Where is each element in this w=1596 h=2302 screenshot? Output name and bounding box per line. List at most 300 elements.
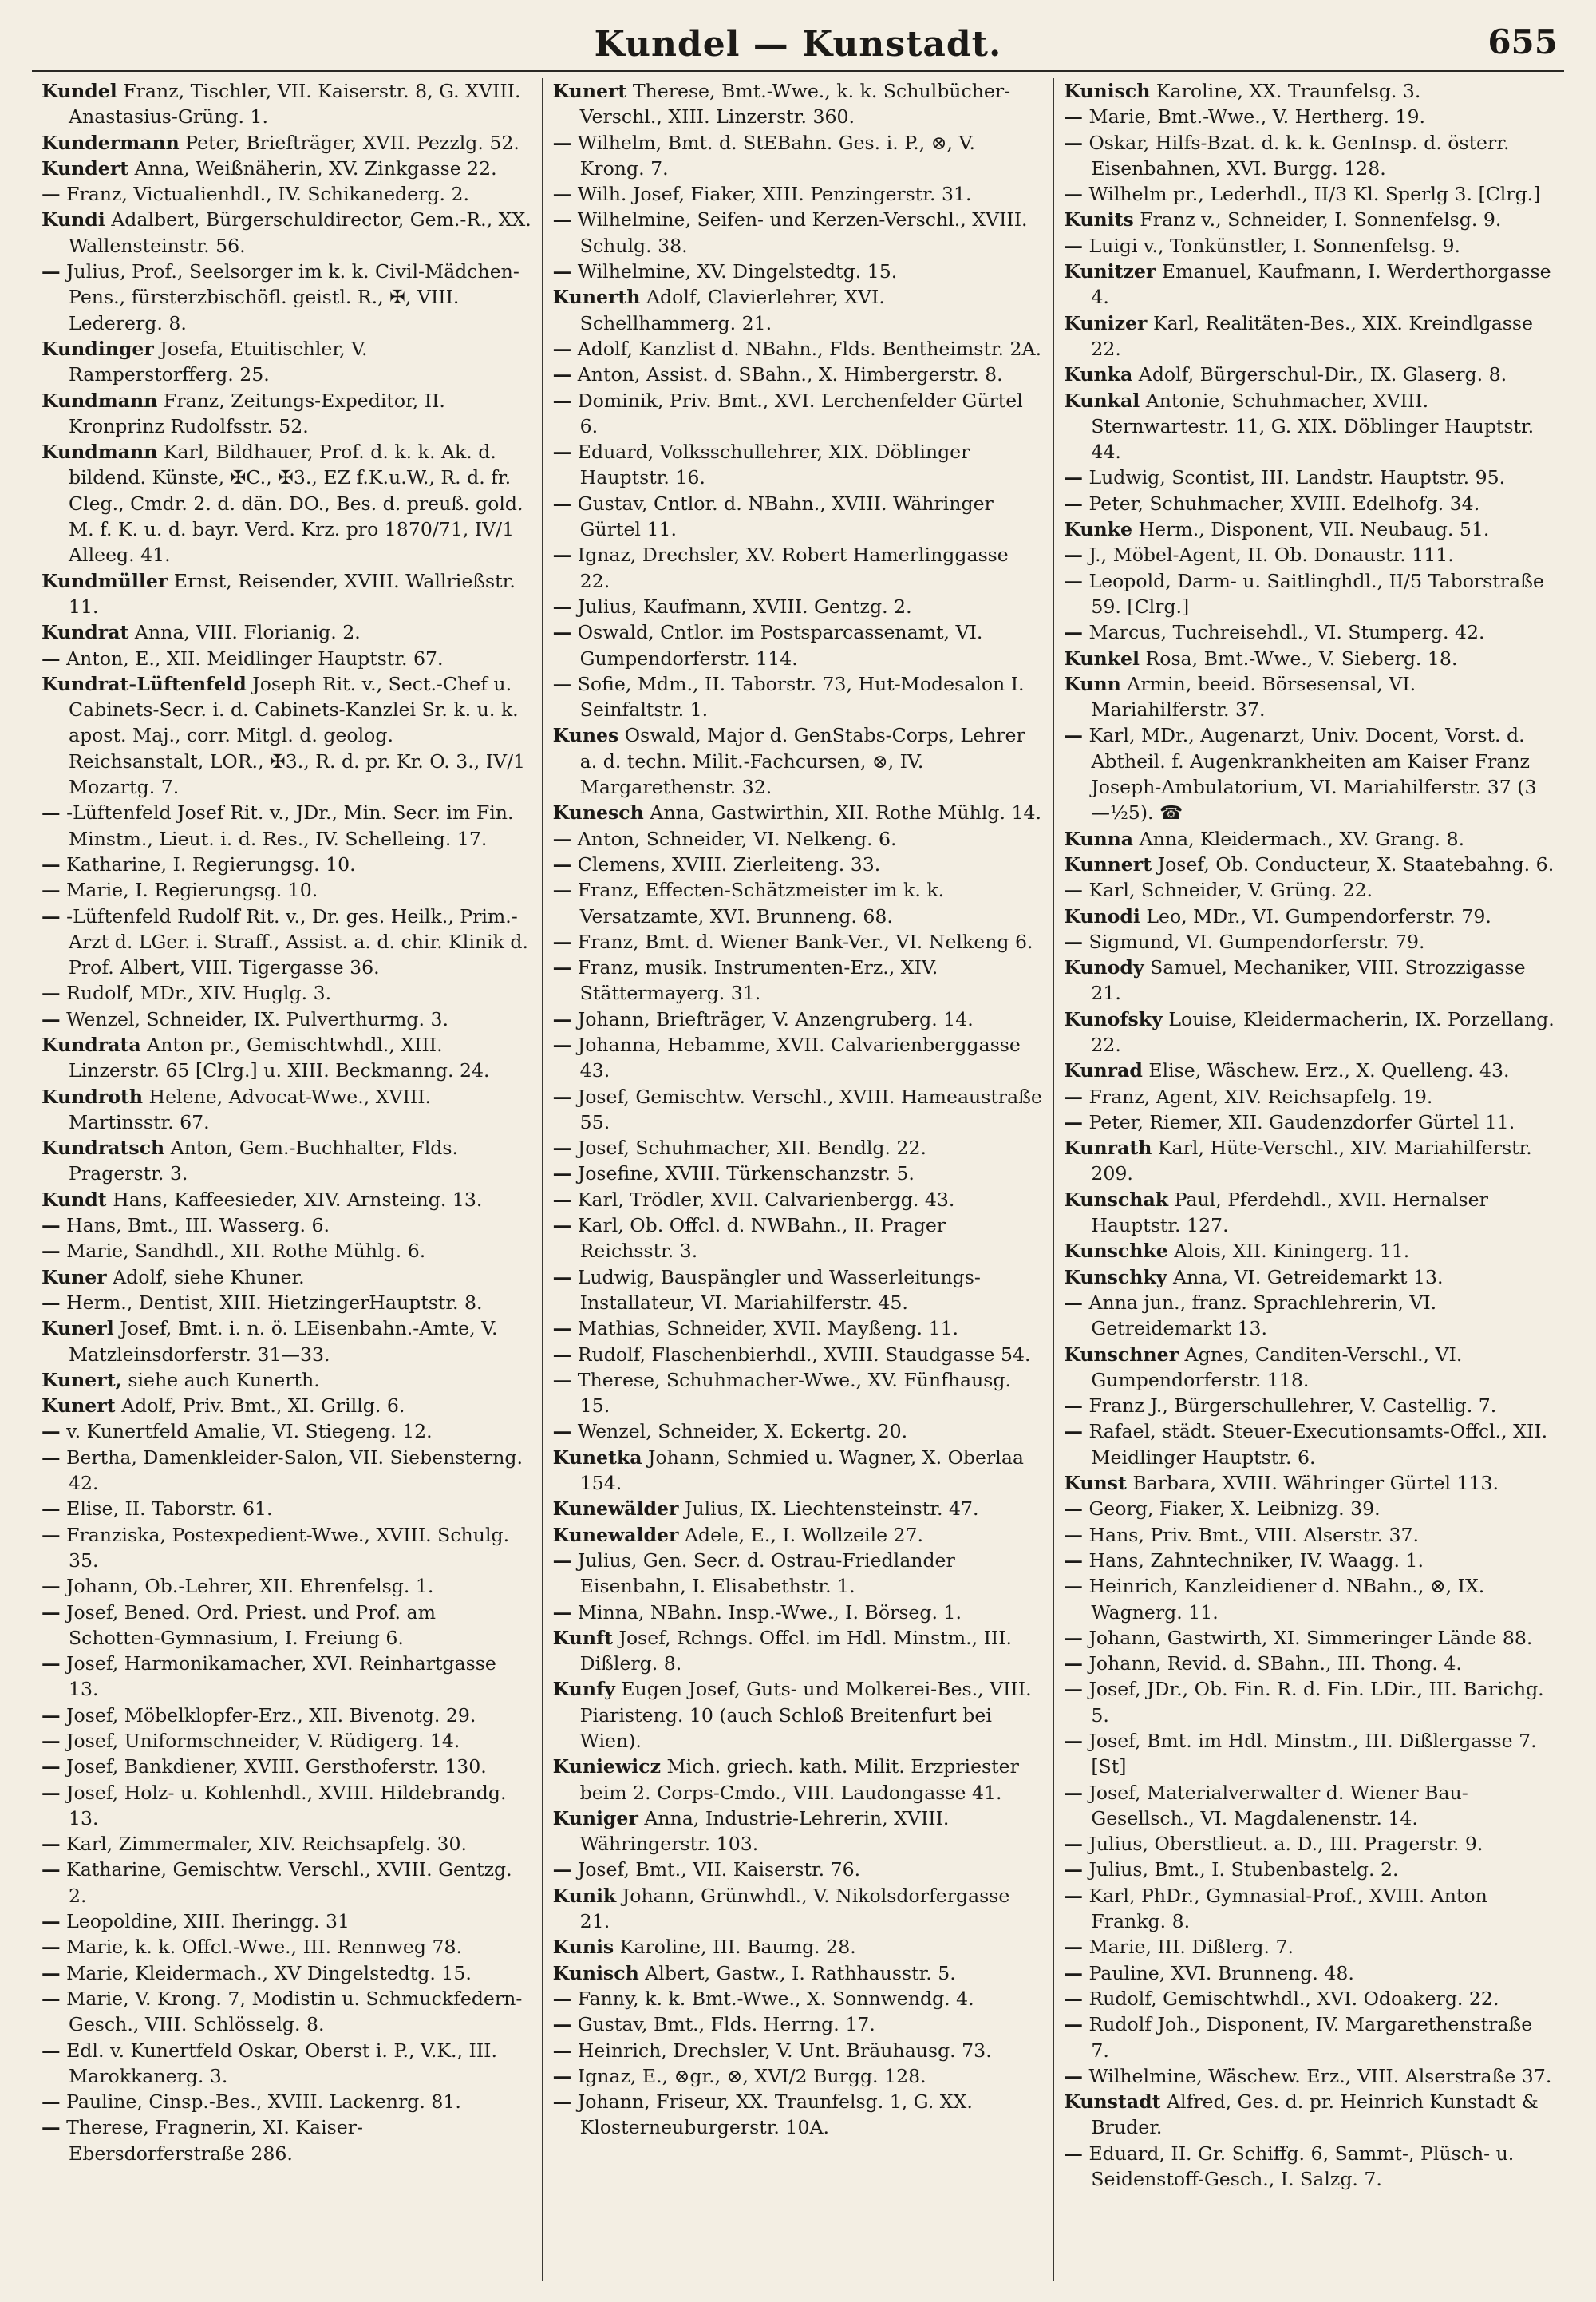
entry-surname: Kundmann — [41, 441, 158, 464]
directory-entry — [41, 1728, 532, 1754]
entry-details: Oswald, Major d. GenStabs-Corps, Lehrer a. d. techn. Milit.-Fachcursen, ⊗, IV. Margarethenstr. 32. — [579, 724, 1025, 799]
entry-surname: — — [1064, 2142, 1083, 2165]
entry-details: Peter, Riemer, XII. Gaudenzdorfer Gürtel 11. — [1088, 1110, 1515, 1133]
entry-surname: — — [41, 647, 61, 670]
entry-details: Julius, Oberstlieut. a. D., III. Pragerstr. 9. — [1088, 1833, 1483, 1856]
entry-details: Josef, Bmt., VII. Kaiserstr. 76. — [577, 1858, 861, 1881]
entry-surname: Kundrat — [41, 621, 129, 644]
entry-details: Josef, Bankdiener, XVIII. Gersthoferstr. 130. — [66, 1755, 487, 1778]
directory-entry — [1064, 955, 1555, 1007]
directory-entry — [553, 362, 1044, 387]
directory-entry — [41, 2089, 532, 2114]
directory-entry — [1064, 1780, 1555, 1832]
entry-details: Heinrich, Kanzleidiener d. NBahn., ⊗, IX. Wagnerg. 11. — [1088, 1575, 1485, 1624]
entry-surname: — — [41, 1214, 61, 1237]
directory-entry — [41, 646, 532, 671]
directory-entry — [1064, 104, 1555, 129]
entry-surname: — — [1064, 1523, 1083, 1546]
directory-entry — [553, 1161, 1044, 1186]
directory-entry — [553, 1986, 1044, 2011]
entry-details: Marie, I. Regierungsg. 10. — [66, 879, 318, 902]
directory-entry — [553, 1934, 1044, 1960]
entry-surname: — — [41, 1291, 61, 1314]
entry-surname: Kunkal — [1064, 389, 1140, 412]
entry-surname: Kunerl — [41, 1317, 114, 1340]
entry-surname: Kunke — [1064, 518, 1132, 541]
entry-details: Clemens, XVIII. Zierleiteng. 33. — [577, 852, 881, 876]
entry-surname: — — [1064, 183, 1083, 206]
page-number: 655 — [1487, 22, 1558, 61]
entry-surname: Kunik — [552, 1884, 617, 1907]
entry-details: Johann, Ob.-Lehrer, XII. Ehrenfelsg. 1. — [66, 1575, 434, 1598]
directory-entry — [41, 904, 532, 981]
entry-surname: — — [552, 2090, 572, 2114]
entry-surname: — — [41, 2039, 61, 2062]
directory-entry — [553, 619, 1044, 671]
directory-entry — [41, 1908, 532, 1934]
directory-entry — [553, 1315, 1044, 1341]
entry-details: Helene, Advocat-Wwe., XVIII. Martinsstr. 67. — [69, 1085, 432, 1133]
entry-surname: — — [41, 1652, 61, 1675]
entry-details: Elise, II. Taborstr. 61. — [66, 1497, 273, 1521]
entry-surname: Kunody — [1064, 956, 1144, 979]
entry-surname: Kuniger — [552, 1806, 638, 1829]
page-header — [32, 21, 1564, 72]
entry-details: Oskar, Hilfs-Bzat. d. k. k. GenInsp. d. österr. Eisenbahnen, XVI. Burgg. 128. — [1088, 131, 1510, 180]
entry-surname: — — [1064, 621, 1083, 644]
directory-entry — [41, 1703, 532, 1728]
directory-entry — [1064, 362, 1555, 387]
entry-details: Johann, Briefträger, V. Anzengruberg. 14. — [577, 1007, 974, 1030]
entry-details: Anton, Assist. d. SBahn., X. Himbergerstr. 8. — [577, 363, 1003, 386]
directory-entry — [553, 1187, 1044, 1212]
entry-details: Katharine, Gemischtw. Verschl., XVIII. Gentzg. 2. — [66, 1858, 512, 1907]
entry-details: Karl, Schneider, V. Grüng. 22. — [1088, 879, 1373, 902]
entry-surname: — — [41, 1961, 61, 1984]
columns — [32, 78, 1564, 2281]
directory-entry — [41, 1986, 532, 2038]
entry-details: Peter, Schuhmacher, XVIII. Edelhofg. 34. — [1088, 492, 1480, 515]
directory-entry — [41, 2038, 532, 2090]
entry-surname: Kunis — [552, 1936, 614, 1959]
entry-details: Josef, Bmt. i. n. ö. LEisenbahn.-Amte, V. Matzleinsdorferstr. 31—33. — [69, 1317, 498, 1366]
directory-entry — [1064, 1135, 1555, 1187]
directory-entry — [41, 877, 532, 903]
directory-entry — [553, 1418, 1044, 1444]
entry-surname: Kundinger — [41, 337, 154, 360]
directory-entry — [1064, 929, 1555, 955]
directory-entry — [1064, 491, 1555, 516]
entry-details: Josef, Ob. Conducteur, X. Staatebahng. 6. — [1157, 852, 1555, 876]
entry-details: Adolf, Kanzlist d. NBahn., Flds. Bentheimstr. 2A. — [577, 337, 1042, 360]
directory-entry — [41, 1315, 532, 1367]
entry-details: Franziska, Postexpedient-Wwe., XVIII. Schulg. 35. — [66, 1523, 510, 1572]
entry-details: Franz, Zeitungs-Expeditor, II. Kronprinz Rudolfsstr. 52. — [69, 389, 445, 437]
entry-details: Josef, Bened. Ord. Priest. und Prof. am Schotten-Gymnasium, I. Freiung 6. — [66, 1600, 436, 1649]
entry-details: Anna, VI. Getreidemarkt 13. — [1173, 1265, 1444, 1288]
entry-details: Karl, Bildhauer, Prof. d. k. k. Ak. d. bildend. Künste, ✠C., ✠3., EZ f.K.u.W., R. d. fr. Cleg., Cmdr. 2. d. dän. DO., Bes. d. preuß. gold. M. f. K. u. d. bayr. Verd. Krz. pro 1870/71, IV/1 Alleeg. 41. — [69, 441, 523, 567]
entry-surname: — — [552, 852, 572, 876]
entry-surname: — — [552, 930, 572, 953]
entry-surname: Kunert, — [41, 1368, 122, 1391]
directory-entry — [553, 388, 1044, 440]
entry-details: Franz, Agent, XIV. Reichsapfelg. 19. — [1088, 1085, 1433, 1108]
entry-surname: Kunodi — [1064, 904, 1140, 928]
entry-details: Adalbert, Bürgerschuldirector, Gem.-R., XX. Wallensteinstr. 56. — [69, 208, 531, 257]
entry-surname: Kundi — [41, 208, 105, 231]
entry-details: Therese, Bmt.-Wwe., k. k. Schulbücher-Verschl., XIII. Linzerstr. 360. — [579, 80, 1011, 129]
entry-details: Emanuel, Kaufmann, I. Werderthorgasse 4. — [1091, 260, 1551, 309]
entry-surname: — — [41, 1987, 61, 2010]
entry-details: Katharine, I. Regierungsg. 10. — [66, 852, 356, 876]
directory-entry — [553, 1625, 1044, 1677]
entry-details: Josef, Rchngs. Offcl. im Hdl. Minstm., III. Dißlerg. 8. — [579, 1626, 1013, 1675]
entry-details: Franz J., Bürgerschullehrer, V. Castellig. 7. — [1088, 1394, 1497, 1418]
entry-details: Albert, Gastw., I. Rathhausstr. 5. — [645, 1961, 956, 1984]
directory-entry — [1064, 1573, 1555, 1625]
entry-details: Samuel, Mechaniker, VIII. Strozzigasse 21. — [1091, 956, 1526, 1005]
entry-surname: — — [41, 1240, 61, 1263]
directory-entry — [1064, 78, 1555, 104]
directory-entry — [41, 1290, 532, 1315]
directory-entry — [1064, 181, 1555, 207]
entry-surname: Kunert — [552, 80, 627, 102]
directory-entry — [1064, 130, 1555, 182]
entry-surname: — — [1064, 1858, 1083, 1881]
entry-details: Therese, Schuhmacher-Wwe., XV. Fünfhausg. 15. — [577, 1368, 1011, 1418]
directory-entry — [553, 1445, 1044, 1497]
entry-surname: — — [1064, 1085, 1083, 1108]
directory-entry — [1064, 1187, 1555, 1239]
entry-details: Ernst, Reisender, XVIII. Wallrießstr. 11. — [69, 569, 516, 618]
entry-details: Fanny, k. k. Bmt.-Wwe., X. Sonnwendg. 4. — [577, 1987, 974, 2010]
entry-details: Karl, Realitäten-Bes., XIX. Kreindlgasse 22. — [1091, 311, 1533, 360]
entry-surname: Kunschak — [1064, 1188, 1169, 1211]
entry-details: Georg, Fiaker, X. Leibnizg. 39. — [1088, 1497, 1381, 1521]
entry-surname: — — [552, 363, 572, 386]
directory-entry — [1064, 1986, 1555, 2011]
entry-surname: — — [41, 982, 61, 1005]
directory-entry — [41, 800, 532, 852]
directory-entry — [1064, 2011, 1555, 2063]
entry-surname: Kunitzer — [1064, 260, 1156, 283]
directory-entry — [41, 671, 532, 800]
entry-details: Rudolf Joh., Disponent, IV. Margarethenstraße 7. — [1088, 2013, 1533, 2062]
directory-entry — [41, 1187, 532, 1212]
entry-details: Sigmund, VI. Gumpendorferstr. 79. — [1088, 930, 1425, 953]
directory-entry — [41, 388, 532, 440]
directory-entry — [41, 1084, 532, 1136]
entry-details: Rudolf, Flaschenbierhdl., XVIII. Staudgasse 54. — [577, 1343, 1031, 1366]
entry-surname: — — [41, 1910, 61, 1933]
directory-entry — [553, 1367, 1044, 1419]
entry-surname: — — [552, 1137, 572, 1160]
directory-entry — [41, 1135, 532, 1187]
entry-surname: — — [552, 879, 572, 902]
directory-entry — [553, 2089, 1044, 2141]
directory-entry — [553, 877, 1044, 929]
directory-entry — [553, 1676, 1044, 1754]
entry-surname: Kunerth — [552, 286, 641, 309]
entry-details: Wilhelmine, XV. Dingelstedtg. 15. — [577, 260, 898, 283]
entry-surname: Kunft — [552, 1626, 614, 1649]
directory-entry — [553, 929, 1044, 955]
directory-entry — [1064, 388, 1555, 465]
directory-entry — [41, 1960, 532, 1986]
entry-details: Pauline, XVI. Brunneng. 48. — [1088, 1961, 1354, 1984]
entry-details: Anton, Schneider, VI. Nelkeng. 6. — [577, 827, 897, 850]
entry-surname: — — [1064, 131, 1083, 154]
entry-details: Josef, Holz- u. Kohlenhdl., XVIII. Hildebrandg. 13. — [66, 1781, 507, 1829]
entry-surname: — — [552, 183, 572, 206]
entry-details: Mathias, Schneider, XVII. Mayßeng. 11. — [577, 1317, 958, 1340]
entry-details: Eugen Josef, Guts- und Molkerei-Bes., VIII. Piaristeng. 10 (auch Schloß Breitenfurt bei Wien). — [579, 1678, 1032, 1752]
entry-details: Franz, Victualienhdl., IV. Schikanederg. 2. — [66, 183, 469, 206]
entry-details: Mich. griech. kath. Milit. Erzpriester beim 2. Corps-Cmdo., VIII. Laudongasse 41. — [579, 1755, 1019, 1804]
directory-entry — [1064, 1058, 1555, 1083]
entry-surname: — — [552, 1007, 572, 1030]
entry-details: Adele, E., I. Wollzeile 27. — [684, 1523, 924, 1546]
directory-entry — [41, 1264, 532, 1290]
entry-surname: — — [552, 1420, 572, 1443]
entry-surname: — — [41, 1446, 61, 1469]
entry-surname: — — [41, 879, 61, 902]
entry-surname: — — [41, 1497, 61, 1521]
directory-entry — [1064, 2089, 1555, 2141]
entry-surname: — — [1064, 930, 1083, 953]
entry-details: Gustav, Bmt., Flds. Herrng. 17. — [577, 2013, 875, 2036]
entry-details: Julius, Gen. Secr. d. Ostrau-Friedlander Eisenbahn, I. Elisabethstr. 1. — [577, 1549, 955, 1598]
directory-entry — [553, 542, 1044, 594]
entry-details: Johann, Gastwirth, XI. Simmeringer Lände 88. — [1088, 1626, 1533, 1649]
entry-details: Edl. v. Kunertfeld Oskar, Oberst i. P., V.K., III. Marokkanerg. 3. — [66, 2039, 497, 2087]
entry-surname: — — [1064, 105, 1083, 129]
entry-surname: — — [41, 1007, 61, 1030]
directory-entry — [1064, 852, 1555, 877]
entry-surname: Kunes — [552, 724, 619, 747]
entry-details: Therese, Fragnerin, XI. Kaiser-Ebersdorferstraße 286. — [66, 2116, 363, 2165]
directory-entry — [1064, 826, 1555, 852]
directory-entry — [553, 181, 1044, 207]
entry-surname: — — [41, 1730, 61, 1752]
entry-surname: Kunschner — [1064, 1343, 1179, 1366]
directory-entry — [553, 1007, 1044, 1032]
directory-entry — [41, 1600, 532, 1651]
directory-entry — [1064, 1109, 1555, 1135]
entry-surname: — — [552, 1265, 572, 1288]
directory-entry — [553, 594, 1044, 619]
entry-details: Franz, Tischler, VII. Kaiserstr. 8, G. XVIII. Anastasius-Grüng. 1. — [69, 80, 521, 129]
entry-surname: Kunits — [1064, 208, 1134, 231]
entry-surname: — — [1064, 1291, 1083, 1314]
entry-surname: — — [552, 1987, 572, 2010]
directory-entry — [41, 1445, 532, 1497]
entry-details: Pauline, Cinsp.-Bes., XVIII. Lackenrg. 81. — [66, 2090, 461, 2114]
entry-details: Anna, Gastwirthin, XII. Rothe Mühlg. 14. — [650, 801, 1041, 825]
entry-surname: — — [552, 2039, 572, 2062]
directory-entry — [1064, 233, 1555, 259]
entry-surname: Kunrad — [1064, 1059, 1143, 1082]
directory-entry — [41, 1418, 532, 1444]
directory-entry — [41, 852, 532, 877]
entry-surname: — — [552, 1858, 572, 1881]
entry-surname: — — [1064, 544, 1083, 567]
entry-surname: — — [552, 389, 572, 412]
directory-entry — [1064, 568, 1555, 620]
entry-surname: — — [552, 1368, 572, 1391]
entry-details: v. Kunertfeld Amalie, VI. Stiegeng. 12. — [66, 1420, 433, 1443]
entry-details: Josefine, XVIII. Türkenschanzstr. 5. — [577, 1162, 915, 1185]
directory-entry — [553, 671, 1044, 723]
directory-entry — [1064, 1496, 1555, 1521]
entry-details: Elise, Wäschew. Erz., X. Quelleng. 43. — [1148, 1059, 1510, 1082]
entry-surname: — — [1064, 1420, 1083, 1443]
entry-details: Karoline, XX. Traunfelsg. 3. — [1156, 80, 1421, 102]
entry-surname: — — [41, 1781, 61, 1804]
directory-entry — [41, 1007, 532, 1032]
entry-surname: Kunisch — [1064, 80, 1151, 102]
entry-surname: Kunetka — [552, 1446, 642, 1469]
directory-entry — [1064, 542, 1555, 568]
entry-surname: — — [552, 441, 572, 464]
column-1 — [32, 78, 542, 2281]
entry-surname: Kunrath — [1064, 1137, 1152, 1160]
entry-surname: — — [552, 544, 572, 567]
directory-entry — [41, 130, 532, 156]
directory-entry — [1064, 722, 1555, 825]
entry-details: Antonie, Schuhmacher, XVIII. Sternwartestr. 11, G. XIX. Döblinger Hauptstr. 44. — [1091, 389, 1535, 464]
entry-surname: — — [1064, 879, 1083, 902]
entry-surname: — — [41, 801, 61, 825]
directory-entry — [41, 1831, 532, 1857]
entry-details: Karl, Ob. Offcl. d. NWBahn., II. Prager Reichsstr. 3. — [577, 1214, 946, 1263]
directory-entry — [1064, 2141, 1555, 2193]
directory-entry — [41, 207, 532, 259]
directory-entry — [553, 1548, 1044, 1600]
entry-surname: — — [1064, 1626, 1083, 1649]
entry-surname: — — [552, 1317, 572, 1340]
directory-entry — [1064, 1548, 1555, 1573]
entry-details: Julius, IX. Liechtensteinstr. 47. — [684, 1497, 979, 1521]
entry-details: Anton, E., XII. Meidlinger Hauptstr. 67. — [66, 647, 444, 670]
entry-surname: — — [552, 208, 572, 231]
entry-details: Ignaz, E., ⊗gr., ⊗, XVI/2 Burgg. 128. — [577, 2064, 926, 2087]
directory-entry — [553, 2063, 1044, 2089]
directory-entry — [1064, 1238, 1555, 1264]
entry-details: Bertha, Damenkleider-Salon, VII. Siebensterng. 42. — [66, 1446, 523, 1495]
entry-surname: — — [1064, 1549, 1083, 1572]
entry-details: Wenzel, Schneider, IX. Pulverthurmg. 3. — [66, 1007, 448, 1030]
directory-entry — [1064, 1883, 1555, 1935]
entry-details: Johanna, Hebamme, XVII. Calvarienberggasse 43. — [577, 1033, 1021, 1082]
entry-surname: — — [1064, 1497, 1083, 1521]
entry-surname: — — [41, 183, 61, 206]
entry-details: Rudolf, Gemischtwhdl., XVI. Odoakerg. 22. — [1088, 1987, 1499, 2010]
entry-details: Hans, Kaffeesieder, XIV. Arnsteing. 13. — [113, 1188, 483, 1211]
entry-details: Leo, MDr., VI. Gumpendorferstr. 79. — [1146, 904, 1491, 928]
entry-details: Karoline, III. Baumg. 28. — [619, 1936, 856, 1959]
entry-surname: Kundert — [41, 156, 129, 180]
entry-surname: — — [1064, 2064, 1083, 2087]
entry-surname: — — [1064, 1936, 1083, 1959]
entry-details: Sofie, Mdm., II. Taborstr. 73, Hut-Modesalon I. Seinfaltstr. 1. — [577, 672, 1025, 722]
entry-details: Josefa, Etuitischler, V. Ramperstorfferg. 25. — [69, 337, 368, 386]
directory-entry — [553, 722, 1044, 800]
entry-surname: — — [1064, 1110, 1083, 1133]
directory-entry — [553, 1806, 1044, 1857]
directory-entry — [553, 955, 1044, 1007]
entry-surname: — — [552, 1549, 572, 1572]
entry-surname: Kunnert — [1064, 852, 1152, 876]
column-3 — [1053, 78, 1564, 2281]
entry-details: Karl, MDr., Augenarzt, Univ. Docent, Vorst. d. Abtheil. f. Augenkrankheiten am Kaiser Franz Joseph-Ambulatorium, VI. Mariahilferstr. 37 (3—½5). ☎ — [1088, 724, 1537, 825]
entry-details: Julius, Kaufmann, XVIII. Gentzg. 2. — [577, 595, 912, 618]
entry-details: Alfred, Ges. d. pr. Heinrich Kunstadt & Bruder. — [1091, 2090, 1539, 2139]
directory-entry — [41, 1367, 532, 1393]
directory-entry — [1064, 1007, 1555, 1058]
directory-entry — [41, 156, 532, 181]
entry-surname: Kundmüller — [41, 569, 168, 592]
entry-surname: Kundt — [41, 1188, 107, 1211]
entry-surname: — — [41, 1755, 61, 1778]
directory-entry — [41, 1780, 532, 1832]
entry-details: Josef, Harmonikamacher, XVI. Reinhartgasse 13. — [66, 1652, 496, 1701]
entry-surname: — — [552, 595, 572, 618]
entry-surname: — — [41, 260, 61, 283]
entry-details: Rafael, städt. Steuer-Executionsamts-Offcl., XII. Meidlinger Hauptstr. 6. — [1088, 1420, 1548, 1469]
directory-entry — [553, 1857, 1044, 1882]
entry-surname: — — [552, 337, 572, 360]
entry-surname: — — [552, 956, 572, 979]
entry-details: Ludwig, Scontist, III. Landstr. Hauptstr. 95. — [1088, 466, 1506, 489]
directory-entry — [1064, 207, 1555, 232]
directory-entry — [41, 1212, 532, 1238]
entry-surname: — — [552, 260, 572, 283]
entry-surname: — — [41, 1833, 61, 1856]
entry-surname: — — [41, 852, 61, 876]
entry-surname: — — [41, 1936, 61, 1959]
directory-entry — [41, 568, 532, 620]
entry-details: Rosa, Bmt.-Wwe., V. Sieberg. 18. — [1145, 647, 1458, 670]
entry-details: Anna, Industrie-Lehrerin, XVIII. Währingerstr. 103. — [579, 1806, 950, 1856]
entry-details: Anna, Weißnäherin, XV. Zinkgasse 22. — [134, 156, 497, 180]
entry-surname: Kunfy — [552, 1678, 615, 1701]
entry-details: Josef, Schuhmacher, XII. Bendlg. 22. — [577, 1137, 927, 1160]
entry-details: Marie, Kleidermach., XV Dingelstedtg. 15. — [66, 1961, 472, 1984]
entry-surname: Kunna — [1064, 827, 1134, 850]
directory-entry — [1064, 904, 1555, 929]
entry-details: Herm., Dentist, XIII. HietzingerHauptstr. 8. — [66, 1291, 483, 1314]
entry-surname: Kunizer — [1064, 311, 1148, 334]
entry-surname: — — [1064, 724, 1083, 747]
directory-entry — [1064, 1290, 1555, 1342]
entry-surname: Kundrat-Lüftenfeld — [41, 672, 247, 695]
directory-entry — [1064, 1522, 1555, 1548]
entry-details: Eduard, II. Gr. Schiffg. 6, Sammt-, Plüsch- u. Seidenstoff-Gesch., I. Salzg. 7. — [1088, 2142, 1515, 2191]
directory-entry — [41, 439, 532, 568]
entry-details: Karl, PhDr., Gymnasial-Prof., XVIII. Anton Frankg. 8. — [1088, 1884, 1487, 1933]
entry-surname: — — [1064, 234, 1083, 257]
entry-surname: — — [41, 1523, 61, 1546]
entry-details: Wilhelm, Bmt. d. StEBahn. Ges. i. P., ⊗, V. Krong. 7. — [577, 131, 975, 180]
entry-details: Josef, Bmt. im Hdl. Minstm., III. Dißlergasse 7. [St] — [1088, 1730, 1537, 1778]
directory-entry — [1064, 1084, 1555, 1109]
entry-surname: Kunschke — [1064, 1240, 1168, 1263]
entry-surname: Kunesch — [552, 801, 644, 825]
directory-entry — [553, 1522, 1044, 1548]
directory-entry — [553, 1754, 1044, 1806]
entry-details: siehe auch Kunerth. — [128, 1368, 320, 1391]
